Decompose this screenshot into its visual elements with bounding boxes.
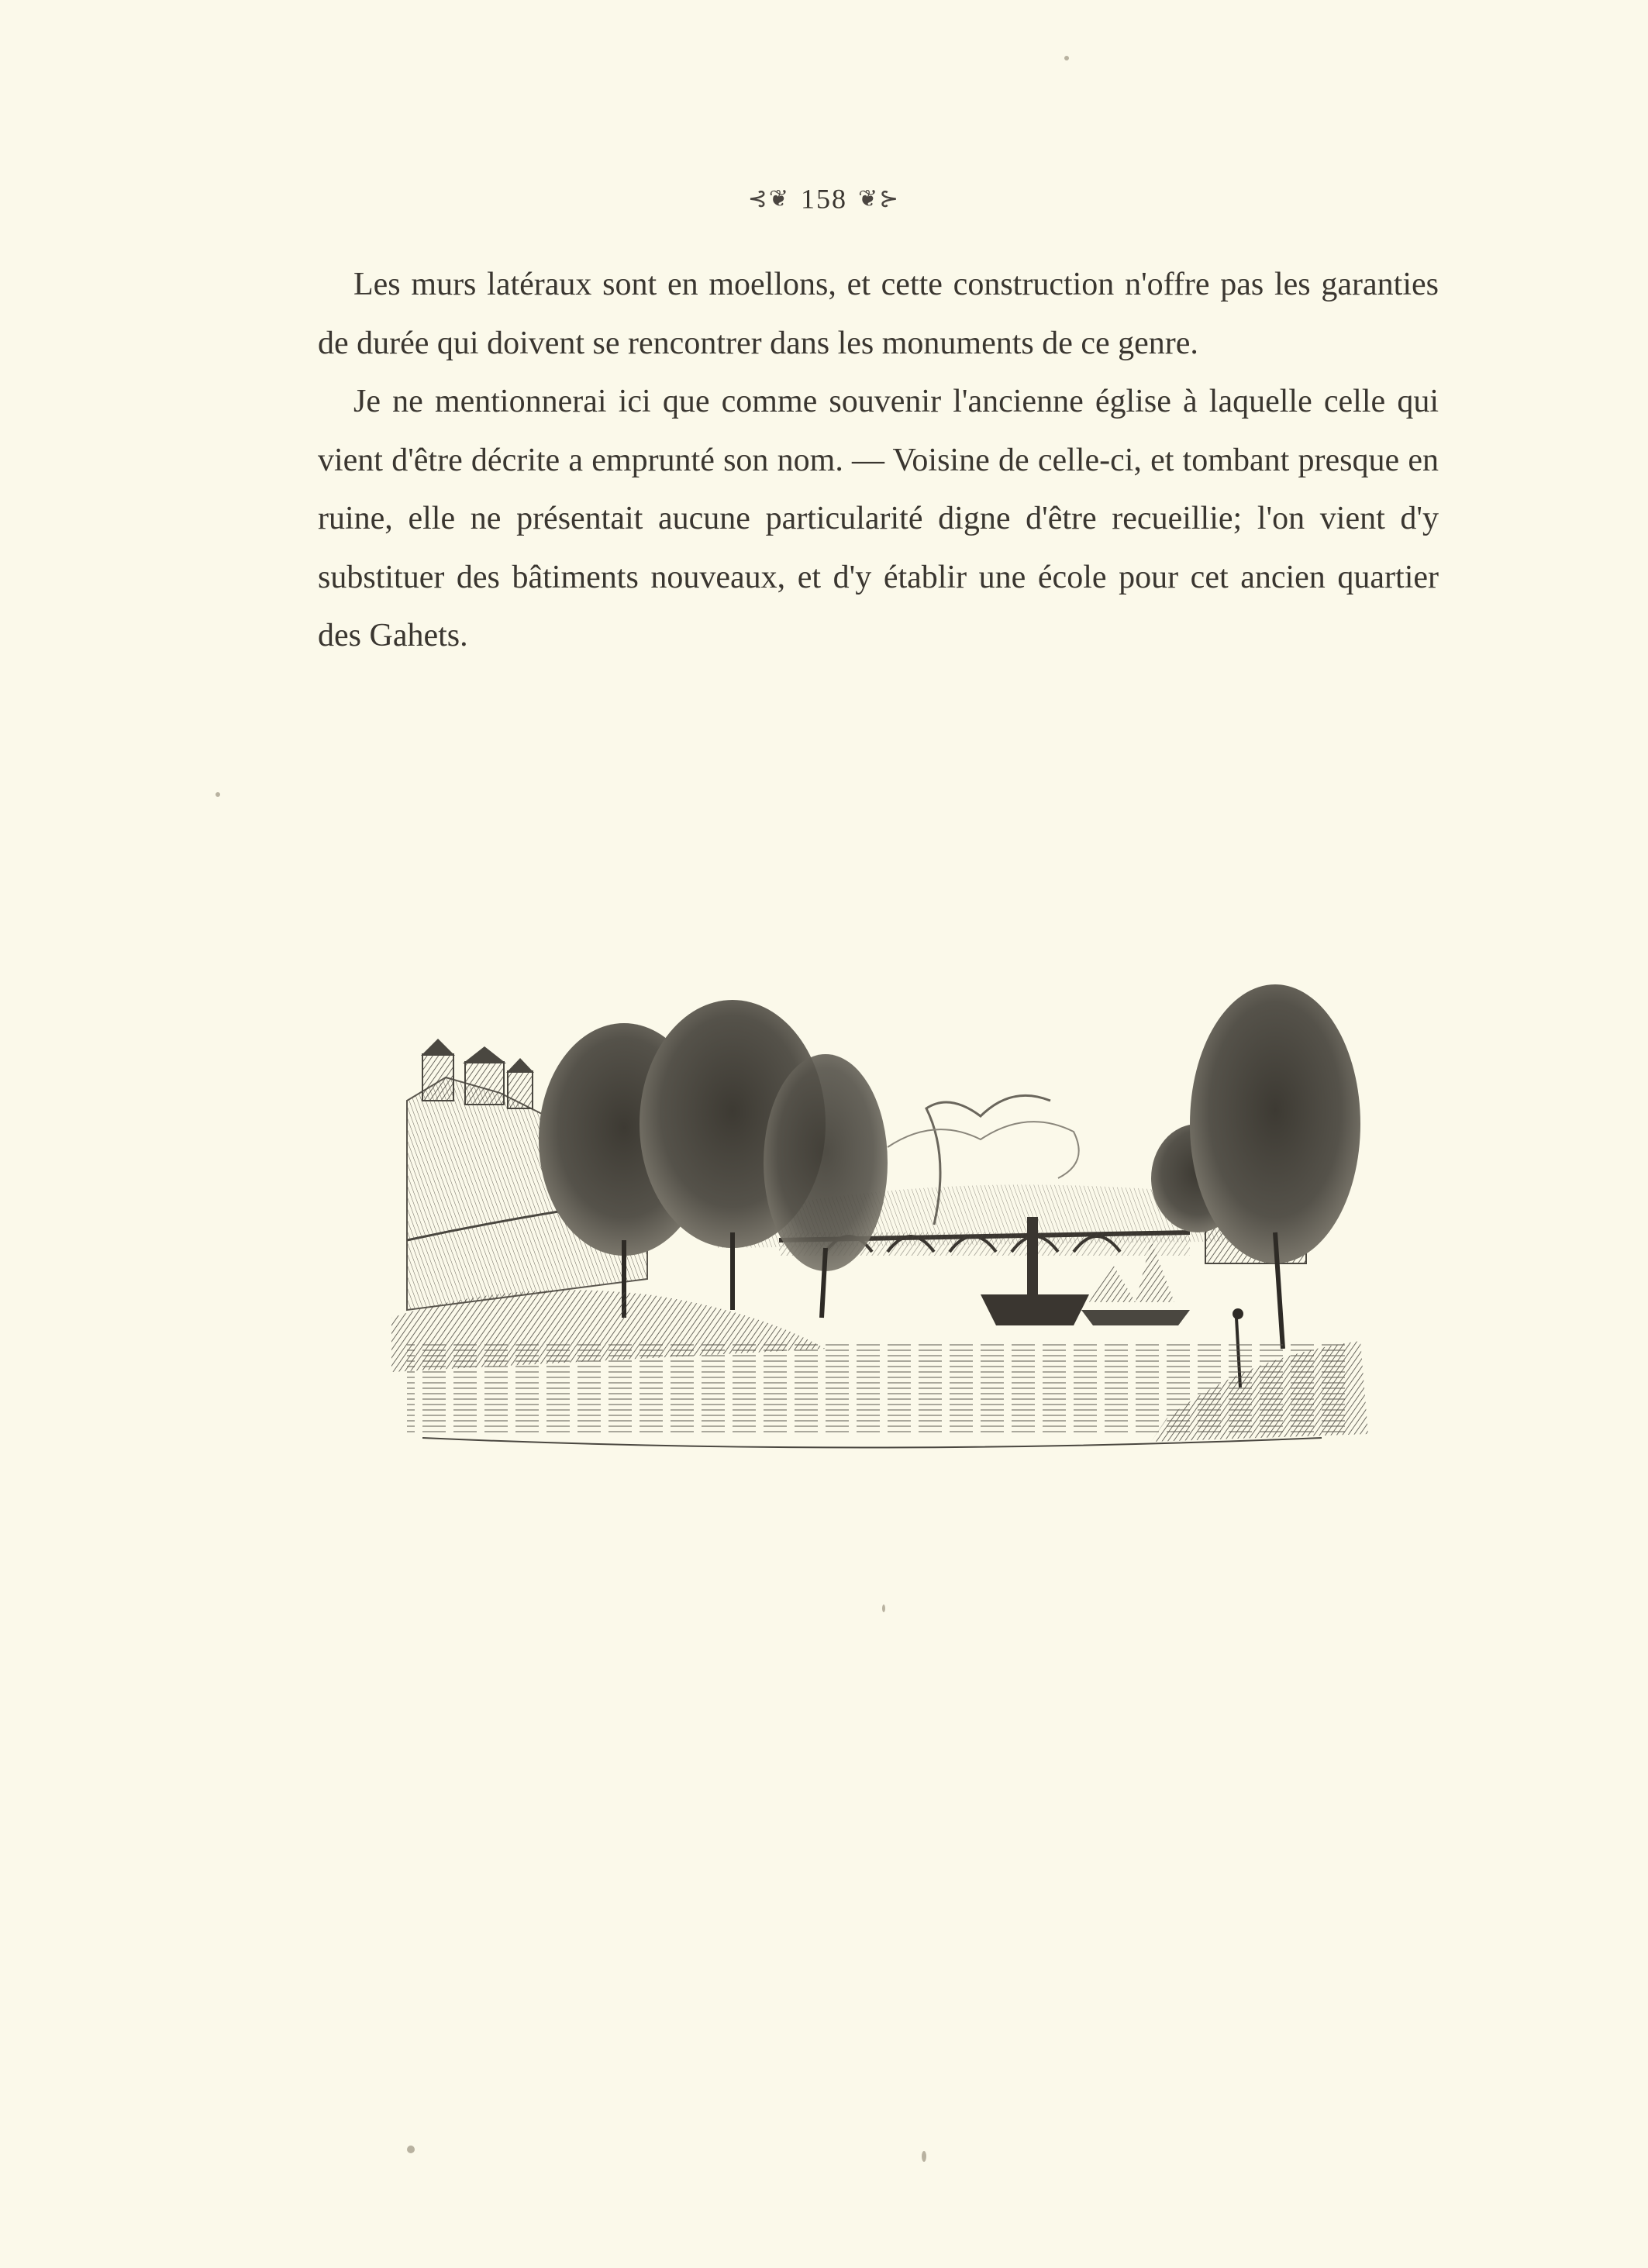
paper-speck <box>922 2151 926 2162</box>
page-number: 158 <box>801 183 847 215</box>
paragraph-1: Les murs latéraux sont en moellons, et cette construction n'offre pas les garanties de durée qui doivent se rencontrer dans les monuments de ce genre. <box>318 267 1439 361</box>
tree-clusters <box>539 984 1360 1349</box>
river-landscape-engraving <box>391 984 1368 1449</box>
ornament-right-icon: ❦⊱ <box>858 186 901 212</box>
paper-speck <box>215 792 220 797</box>
ornament-left-icon: ⊰❦ <box>747 186 790 212</box>
paper-speck <box>407 2146 415 2153</box>
body-text <box>318 256 1439 666</box>
paper-speck <box>1064 56 1069 60</box>
running-header <box>0 180 1648 215</box>
paragraph-2: Je ne mentionnerai ici que comme souvenir l'ancienne église à laquelle celle qui vient d'être décrite a emprunté son nom. — Voisine de celle-ci, et tombant presque en ruine, elle ne présentait aucune particularité digne d'être recueillie; l'on vient d'y substituer des bâtiments nouveaux, et d'y établir une école pour cet ancien quartier des Gahets. <box>318 384 1439 653</box>
paper-speck <box>882 1604 885 1612</box>
river-water <box>407 1341 1353 1434</box>
